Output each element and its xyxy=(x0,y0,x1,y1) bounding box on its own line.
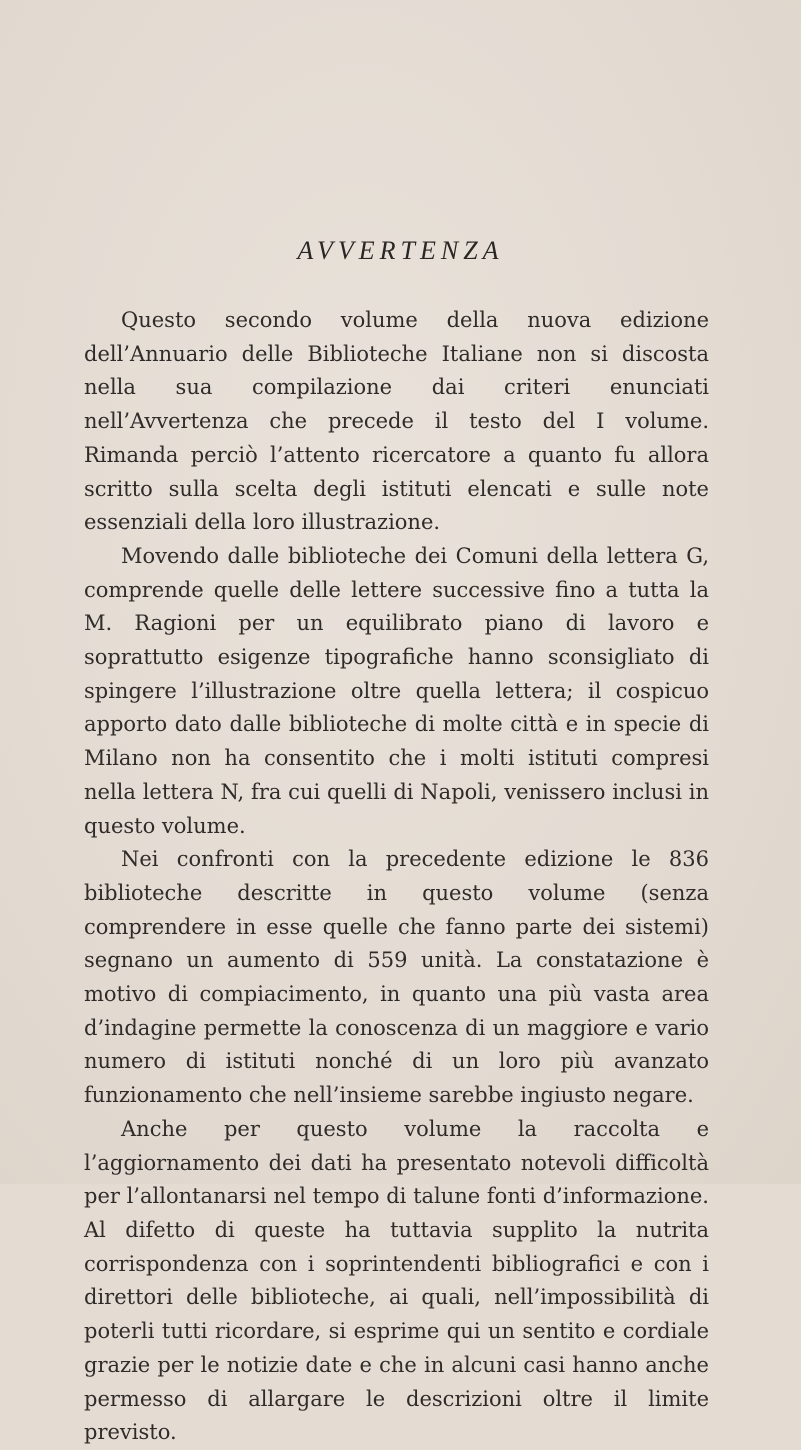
paragraph-1: Questo secondo volume della nuova edizione dell’Annuario delle Biblioteche Italiane non si discosta nella sua compilazione dai criteri enunciati nell’Avvertenza che precede il testo del I volume. Rimanda perciò l’attento ricercatore a quanto fu allora scritto sulla scelta degli istituti elencati e sulle note essenziali della loro illustrazione. xyxy=(84,308,709,535)
page-title: AVVERTENZA xyxy=(297,236,504,265)
paragraph-3: Nei confronti con la precedente edizione le 836 biblioteche descritte in questo volume (senza comprendere in esse quelle che fanno parte dei sistemi) segnano un aumento di 559 unità. La constatazione è motivo di compiacimento, in quanto una più vasta area d’indagine permette la conoscenza di un maggiore e vario numero di istituti nonché di un loro più avanzato funzionamento che nell’insieme sarebbe ingiusto negare. xyxy=(84,847,709,1108)
paragraph-4: Anche per questo volume la raccolta e l’aggiornamento dei dati ha presentato notevoli difficoltà per l’allontanarsi nel tempo di talune fonti d’informazione. Al difetto di queste ha tuttavia supplito la nutrita corrispondenza con i soprintendenti bibliografici e con i direttori delle biblioteche, ai quali, nell’impossibilità di poterli tutti ricordare, si esprime qui un sentito e cordiale grazie per le notizie date e che in alcuni casi hanno anche permesso di allargare le descrizioni oltre il limite previsto. xyxy=(84,1116,709,1445)
body-text xyxy=(84,304,709,1450)
paragraph-2: Movendo dalle biblioteche dei Comuni della lettera G, comprende quelle delle lettere successive fino a tutta la M. Ragioni per un equilibrato piano di lavoro e soprattutto esigenze tipografiche hanno sconsigliato di spingere l’illustrazione oltre quella lettera; il cospicuo apporto dato dalle biblioteche di molte città e in specie di Milano non ha consentito che i molti istituti compresi nella lettera N, fra cui quelli di Napoli, venissero inclusi in questo volume. xyxy=(84,543,709,838)
